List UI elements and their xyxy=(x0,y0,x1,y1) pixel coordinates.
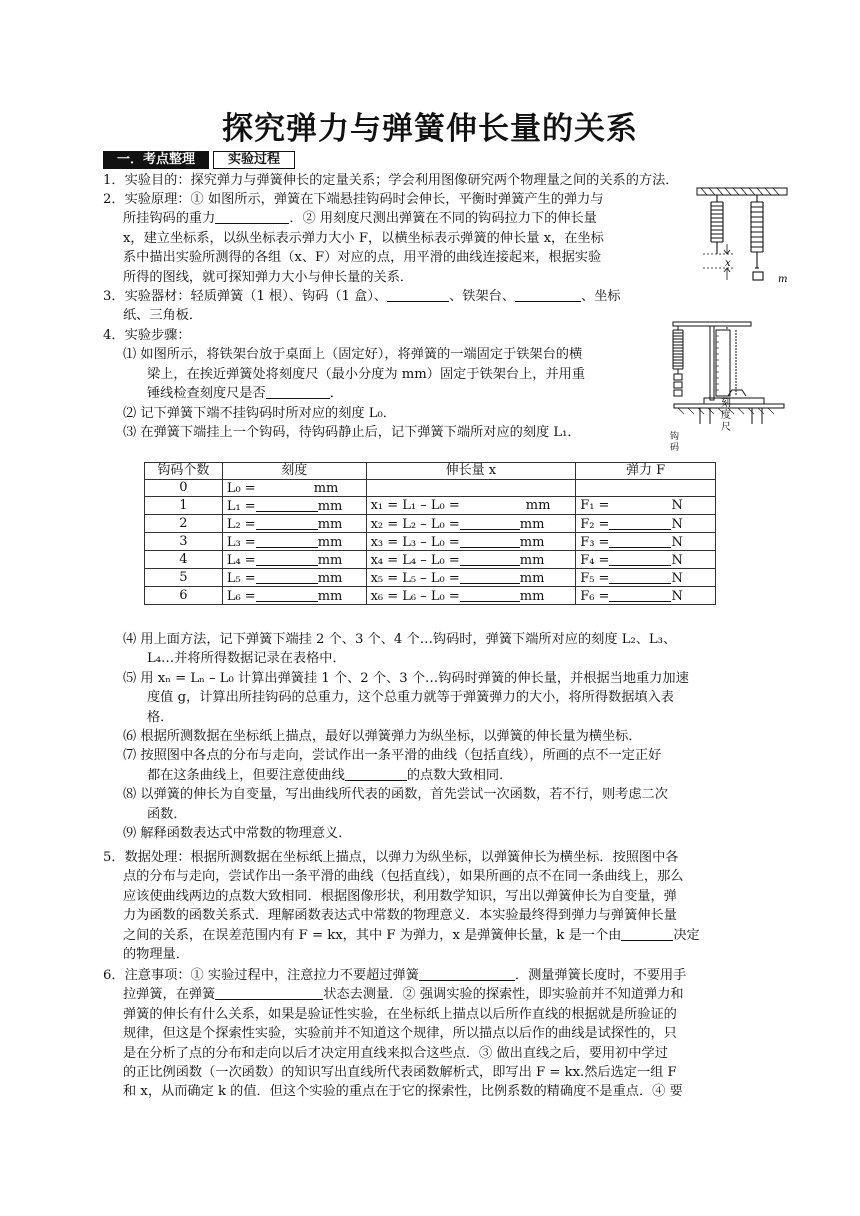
steps-4-9 xyxy=(123,630,763,843)
step-7-text-a: 都在这条曲线上，但要注意使曲线 xyxy=(147,767,345,783)
item-2-text-b: ．② 用刻度尺测出弹簧在不同的钩码拉力下的伸长量 xyxy=(289,211,597,227)
step-4-line-1: ⑷ 用上面方法，记下弹簧下端挂 2 个、3 个、4 个…钩码时，弹簧下端所对应的刻度 L₂、L₃、 xyxy=(123,632,677,647)
item-6-text-c: 拉弹簧，在弹簧 xyxy=(123,987,216,1003)
table-cell: 6 xyxy=(145,586,223,604)
table-row xyxy=(145,586,716,604)
item-5-line-3: 应该使曲线两边的点数大致相同．根据图像形状，利用数学知识，写出以弹簧伸长为自变量，弹 xyxy=(123,888,677,904)
table-cell: 4 xyxy=(145,550,223,568)
item-5-text-b: 决定 xyxy=(673,927,700,943)
ruler-label: 刻度尺 xyxy=(721,398,731,433)
table-row xyxy=(145,568,716,586)
table-cell[interactable]: L₃ = mm xyxy=(222,532,366,550)
table-cell[interactable]: x₄ = L₄ – L₀ = mm xyxy=(366,550,576,568)
step-8-line-1: ⑻ 以弹簧的伸长为自变量，写出曲线所代表的函数，首先尝试一次函数，若不行，则考虑二次 xyxy=(123,787,668,803)
table-cell[interactable]: F₂ = N xyxy=(576,514,716,532)
table-header: 弹力 F xyxy=(576,463,716,480)
item-5-line-1: 5．数据处理：根据所测数据在坐标纸上描点，以弹力为纵坐标，以弹簧伸长为横坐标．按照图中各 xyxy=(103,850,679,865)
x-label: x xyxy=(725,258,731,269)
item-2 xyxy=(103,190,683,287)
step-4-line-2: L₄…并将所得数据记录在表格中． xyxy=(147,651,346,667)
step-1-line-1: ⑴ 如图所示，将铁架台放于桌面上（固定好），将弹簧的一端固定于铁架台的横 xyxy=(123,347,583,363)
item-5 xyxy=(103,848,767,964)
step-5-line-2: 度值 g，计算出所挂钩码的总重力，这个总重力就等于弹簧弹力的大小，将所得数据填入表 xyxy=(147,690,674,706)
section-name: 实验过程 xyxy=(213,151,295,169)
step-5-line-3: 格． xyxy=(147,709,174,725)
item-2-line-1: 2．实验原理：① 如图所示，弹簧在下端悬挂钩码时会伸长，平衡时弹簧产生的弹力与 xyxy=(103,192,604,207)
step-7-line-1: ⑺ 按照图中各点的分布与走向，尝试作出一条平滑的曲线（包括直线），所画的点不一定正好 xyxy=(123,748,662,764)
item-3-line-2: 纸、三角板． xyxy=(123,308,203,324)
item-6-line-3: 弹簧的伸长有什么关系，如果是验证性实验，在坐标纸上描点以后所作直线的根据就是所验证的 xyxy=(123,1006,677,1022)
item-6-text-a: 6．注意事项：① 实验过程中，注意拉力不要超过弹簧 xyxy=(103,968,419,983)
table-cell[interactable]: L₅ = mm xyxy=(222,568,366,586)
item-2-line-4: 系中描出实验所测得的各组（x、F）对应的点，用平滑的曲线连接起来，根据实验 xyxy=(123,250,602,266)
step-5-line-1: ⑸ 用 xₙ = Lₙ – L₀ 计算出弹簧挂 1 个、2 个、3 个…钩码时弹簧的伸长量，并根据当地重力加速 xyxy=(123,670,689,686)
table-cell[interactable]: x₅ = L₅ – L₀ = mm xyxy=(366,568,576,586)
page-title: 探究弹力与弹簧伸长量的关系 xyxy=(222,111,638,147)
item-2-line-3: x，建立坐标系，以纵坐标表示弹力大小 F，以横坐标表示弹簧的伸长量 x，在坐标 xyxy=(123,230,604,246)
table-row xyxy=(145,479,716,496)
step-8-line-2: 函数． xyxy=(147,806,187,822)
step-7-text-b: 的点数大致相同． xyxy=(406,767,513,783)
item-6-text-d: 状态去测量．② 强调实验的探索性，即实验前并不知道弹力和 xyxy=(323,987,684,1003)
item-3-text-b: 、铁架台、 xyxy=(449,289,516,304)
table-cell[interactable]: F₃ = N xyxy=(576,532,716,550)
table-cell: 1 xyxy=(145,496,223,514)
step-3: ⑶ 在弹簧下端挂上一个钩码，待钩码静止后，记下弹簧下端所对应的刻度 L₁． xyxy=(123,425,581,441)
table-cell: 3 xyxy=(145,532,223,550)
table-cell[interactable]: x₆ = L₆ – L₀ = mm xyxy=(366,586,576,604)
section-header xyxy=(103,151,295,169)
table-row xyxy=(145,514,716,532)
answer-blank[interactable] xyxy=(266,384,330,399)
weight-label: 钩码 xyxy=(670,432,680,453)
item-3 xyxy=(103,287,683,326)
item-3-line-1 xyxy=(103,287,683,306)
item-3-text-a: 3．实验器材：轻质弹簧（1 根）、钩码（1 盒）、 xyxy=(103,289,388,304)
step-1-text: 锤线检查刻度尺是否 xyxy=(147,386,266,402)
table-header: 伸长量 x xyxy=(366,463,576,480)
item-2-line-2 xyxy=(103,209,683,228)
table-cell[interactable]: L₂ = mm xyxy=(222,514,366,532)
item-2-text-a: 所挂钩码的重力 xyxy=(123,211,216,227)
item-6-line-4: 规律，但这是个探索性实验，实验前并不知道这个规律，所以描点以后作的曲线是试探性的，只 xyxy=(123,1026,677,1042)
table-cell[interactable]: F₅ = N xyxy=(576,568,716,586)
item-4-heading: 4．实验步骤： xyxy=(103,328,191,343)
item-4 xyxy=(103,326,663,442)
answer-blank[interactable] xyxy=(345,766,407,781)
step-7-line-2 xyxy=(123,766,763,785)
table-cell[interactable]: L₀ = mm xyxy=(222,479,366,496)
data-table xyxy=(144,462,716,605)
table-row xyxy=(145,532,716,550)
answer-blank[interactable] xyxy=(621,926,673,941)
table-header-row xyxy=(145,463,716,480)
table-cell: 5 xyxy=(145,568,223,586)
answer-blank[interactable] xyxy=(419,966,515,981)
table-cell[interactable]: F₄ = N xyxy=(576,550,716,568)
item-6-line-1 xyxy=(103,966,767,985)
item-5-line-4: 力为函数的函数关系式．理解函数表达式中常数的物理意义．本实验最终得到弹力与弹簧伸长量 xyxy=(123,908,677,924)
apparatus-figure xyxy=(670,318,786,453)
table-cell[interactable]: x₁ = L₁ – L₀ = mm xyxy=(366,496,576,514)
table-cell[interactable]: F₁ = N xyxy=(576,496,716,514)
step-2: ⑵ 记下弹簧下端不挂钩码时所对应的刻度 L₀． xyxy=(123,405,396,421)
answer-blank[interactable] xyxy=(215,985,323,1000)
table-row xyxy=(145,550,716,568)
section-tag: 一．考点整理 xyxy=(103,151,209,169)
item-5-text-a: 之间的关系，在误差范围内有 F = kx，其中 F 为弹力，x 是弹簧伸长量，k 是一个由 xyxy=(123,927,622,943)
item-5-line-5 xyxy=(103,926,767,945)
table-cell[interactable]: F₆ = N xyxy=(576,586,716,604)
item-6 xyxy=(103,966,767,1102)
table-cell[interactable]: x₂ = L₂ – L₀ = mm xyxy=(366,514,576,532)
item-3-text-c: 、坐标 xyxy=(581,289,621,304)
step-9: ⑼ 解释函数表达式中常数的物理意义． xyxy=(123,826,352,842)
table-cell[interactable]: L₄ = mm xyxy=(222,550,366,568)
table-cell[interactable]: L₁ = mm xyxy=(222,496,366,514)
table-cell xyxy=(366,479,576,496)
table-header: 钩码个数 xyxy=(145,463,223,480)
item-5-line-6: 的物理量． xyxy=(123,947,189,963)
table-cell: 0 xyxy=(145,479,223,496)
answer-blank[interactable] xyxy=(515,287,581,302)
item-6-line-7: 和 x，从而确定 k 的值．但这个实验的重点在于它的探索性，比例系数的精确度不是重点．④ 要 xyxy=(123,1084,683,1100)
spring-figure xyxy=(695,186,795,298)
item-6-line-2 xyxy=(103,985,767,1004)
answer-blank[interactable] xyxy=(387,287,449,302)
answer-blank[interactable] xyxy=(215,209,289,224)
m-label: m xyxy=(778,274,788,285)
item-5-line-2: 点的分布与走向，尝试作出一条平滑的曲线（包括直线），如果所画的点不在同一条曲线上，那么 xyxy=(123,869,684,885)
item-1: 1．实验目的：探究弹力与弹簧伸长的定量关系；学会利用图像研究两个物理量之间的关系的方法． xyxy=(103,173,679,188)
table-header: 刻度 xyxy=(222,463,366,480)
item-6-text-b: ．测量弹簧长度时，不要用手 xyxy=(514,968,687,983)
item-6-line-5: 是在分析了点的分布和走向以后才决定用直线来拟合这些点．③ 做出直线之后，要用初中学过 xyxy=(123,1045,668,1061)
table-cell: 2 xyxy=(145,514,223,532)
table-cell[interactable]: x₃ = L₃ – L₀ = mm xyxy=(366,532,576,550)
step-1-line-3: 锤线检查刻度尺是否 ． xyxy=(147,386,343,402)
step-6: ⑹ 根据所测数据在坐标纸上描点，最好以弹簧弹力为纵坐标，以弹簧的伸长量为横坐标． xyxy=(123,729,642,745)
item-2-line-5: 所得的图线，就可探知弹力大小与伸长量的关系． xyxy=(123,269,414,285)
step-1-line-2: 梁上，在挨近弹簧处将刻度尺（最小分度为 mm）固定于铁架台上，并用重 xyxy=(147,366,586,382)
table-cell[interactable]: L₆ = mm xyxy=(222,586,366,604)
table-row xyxy=(145,496,716,514)
table-cell xyxy=(576,479,716,496)
item-6-line-6: 的正比例函数（一次函数）的知识写出直线所代表函数解析式，即写出 F = kx.然后选定一组 F xyxy=(123,1065,677,1081)
